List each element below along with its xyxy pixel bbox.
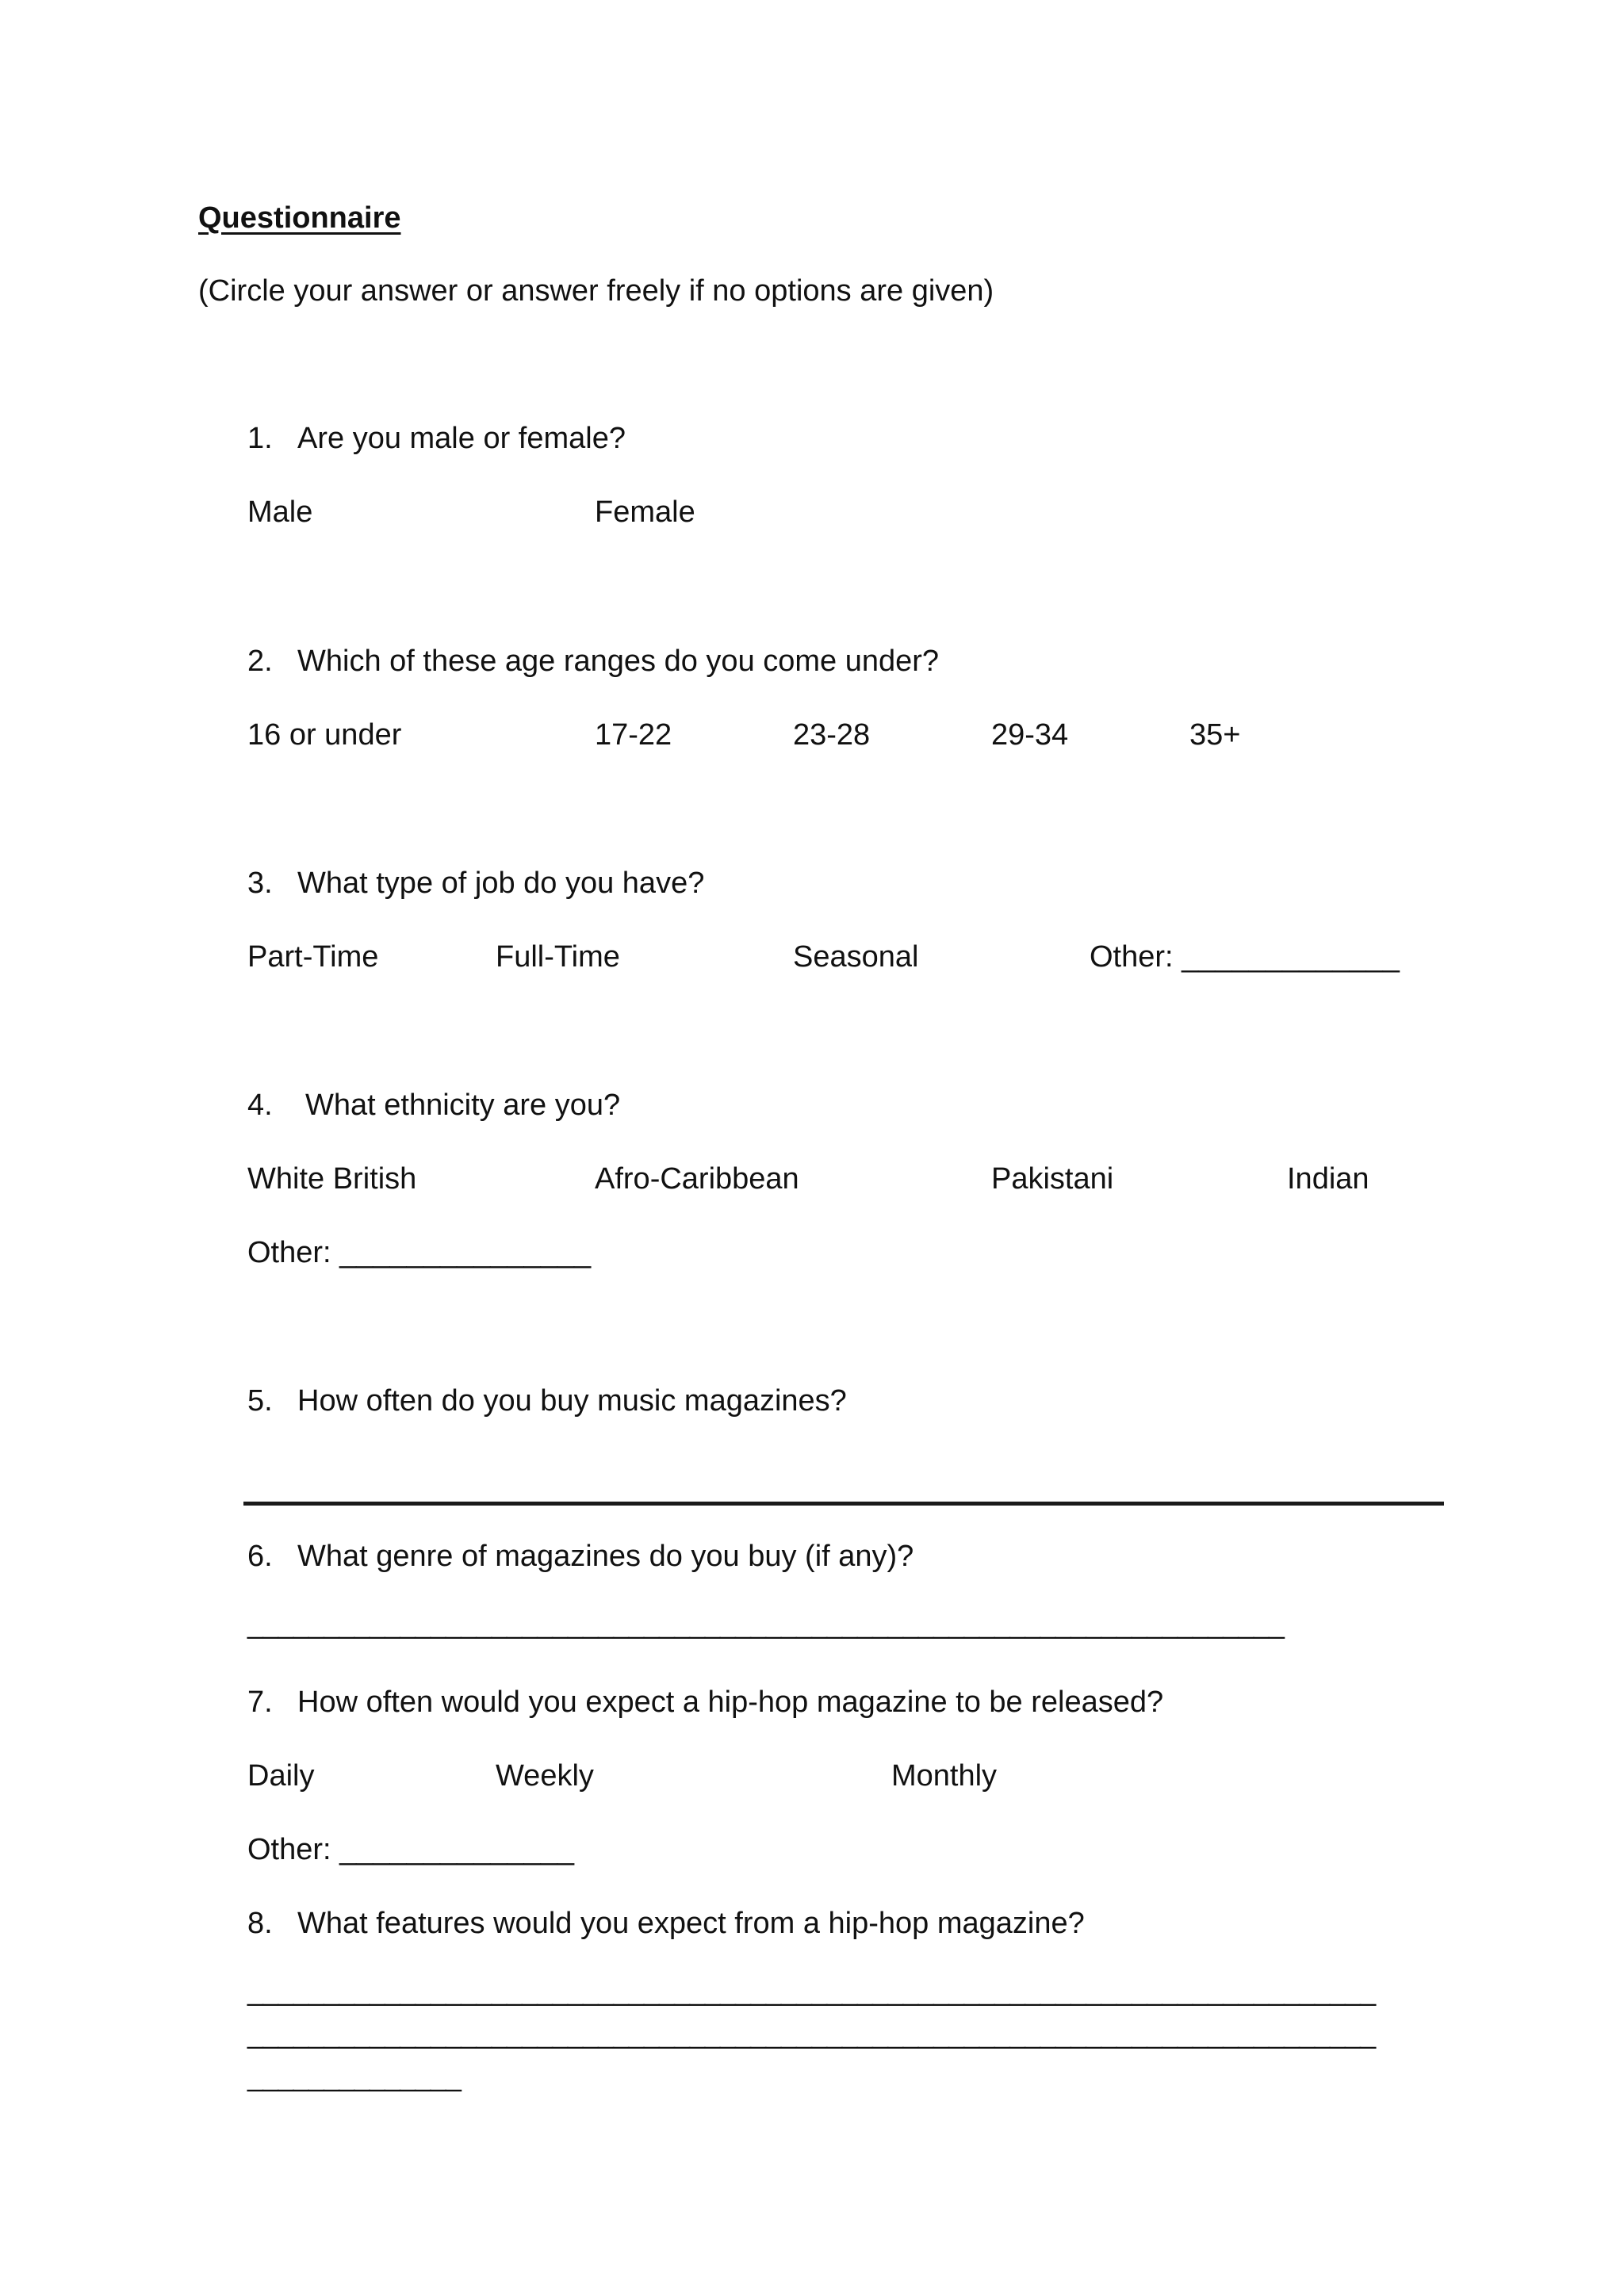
q7-option-monthly[interactable]: Monthly	[891, 1759, 998, 1793]
q2-option-23-28[interactable]: 23-28	[793, 718, 871, 752]
q3-other-field[interactable]: Other: _____________	[1090, 940, 1400, 974]
q1-option-female[interactable]: Female	[595, 496, 695, 529]
q4-option-white-british[interactable]: White British	[247, 1162, 417, 1196]
q5-answer-line[interactable]	[243, 1502, 1444, 1506]
q6-answer-line[interactable]: ____________________________________________________________________	[247, 1607, 1285, 1640]
q3-option-seasonal[interactable]: Seasonal	[793, 940, 919, 974]
question-3-number: 3.	[247, 867, 273, 900]
question-2-text: Which of these age ranges do you come under?	[297, 645, 940, 678]
question-4-text: What ethnicity are you?	[305, 1089, 621, 1122]
question-1-number: 1.	[247, 422, 273, 455]
q4-option-pakistani[interactable]: Pakistani	[991, 1162, 1114, 1196]
question-4-number: 4.	[247, 1089, 273, 1122]
q4-other-field[interactable]: Other: _______________	[247, 1236, 592, 1269]
q8-answer-line-1[interactable]: __________________________________________________________________________	[247, 1974, 1376, 2007]
q1-option-male[interactable]: Male	[247, 496, 313, 529]
question-8-text: What features would you expect from a hip-hop magazine?	[297, 1907, 1085, 1940]
page-title: Questionnaire	[198, 201, 401, 235]
question-5-text: How often do you buy music magazines?	[297, 1384, 847, 1418]
question-6-number: 6.	[247, 1540, 273, 1573]
question-8-number: 8.	[247, 1907, 273, 1940]
q4-option-afro-caribbean[interactable]: Afro-Caribbean	[595, 1162, 799, 1196]
question-7-number: 7.	[247, 1686, 273, 1719]
q8-answer-line-3[interactable]: ______________	[247, 2060, 462, 2092]
q2-option-16-or-under[interactable]: 16 or under	[247, 718, 402, 752]
q8-answer-line-2[interactable]: __________________________________________________________________________	[247, 2017, 1376, 2049]
question-1-text: Are you male or female?	[297, 422, 626, 455]
question-6-text: What genre of magazines do you buy (if any)?	[297, 1540, 914, 1573]
question-2-number: 2.	[247, 645, 273, 678]
q2-option-35-plus[interactable]: 35+	[1189, 718, 1241, 752]
q2-option-29-34[interactable]: 29-34	[991, 718, 1069, 752]
question-7-text: How often would you expect a hip-hop magazine to be released?	[297, 1686, 1164, 1719]
question-3-text: What type of job do you have?	[297, 867, 705, 900]
q7-option-weekly[interactable]: Weekly	[496, 1759, 594, 1793]
q4-option-indian[interactable]: Indian	[1287, 1162, 1369, 1196]
q3-option-full-time[interactable]: Full-Time	[496, 940, 620, 974]
q3-option-part-time[interactable]: Part-Time	[247, 940, 379, 974]
question-5-number: 5.	[247, 1384, 273, 1418]
instructions-text: (Circle your answer or answer freely if no options are given)	[198, 274, 994, 308]
q7-option-daily[interactable]: Daily	[247, 1759, 315, 1793]
q7-other-field[interactable]: Other: ______________	[247, 1833, 575, 1866]
q2-option-17-22[interactable]: 17-22	[595, 718, 672, 752]
